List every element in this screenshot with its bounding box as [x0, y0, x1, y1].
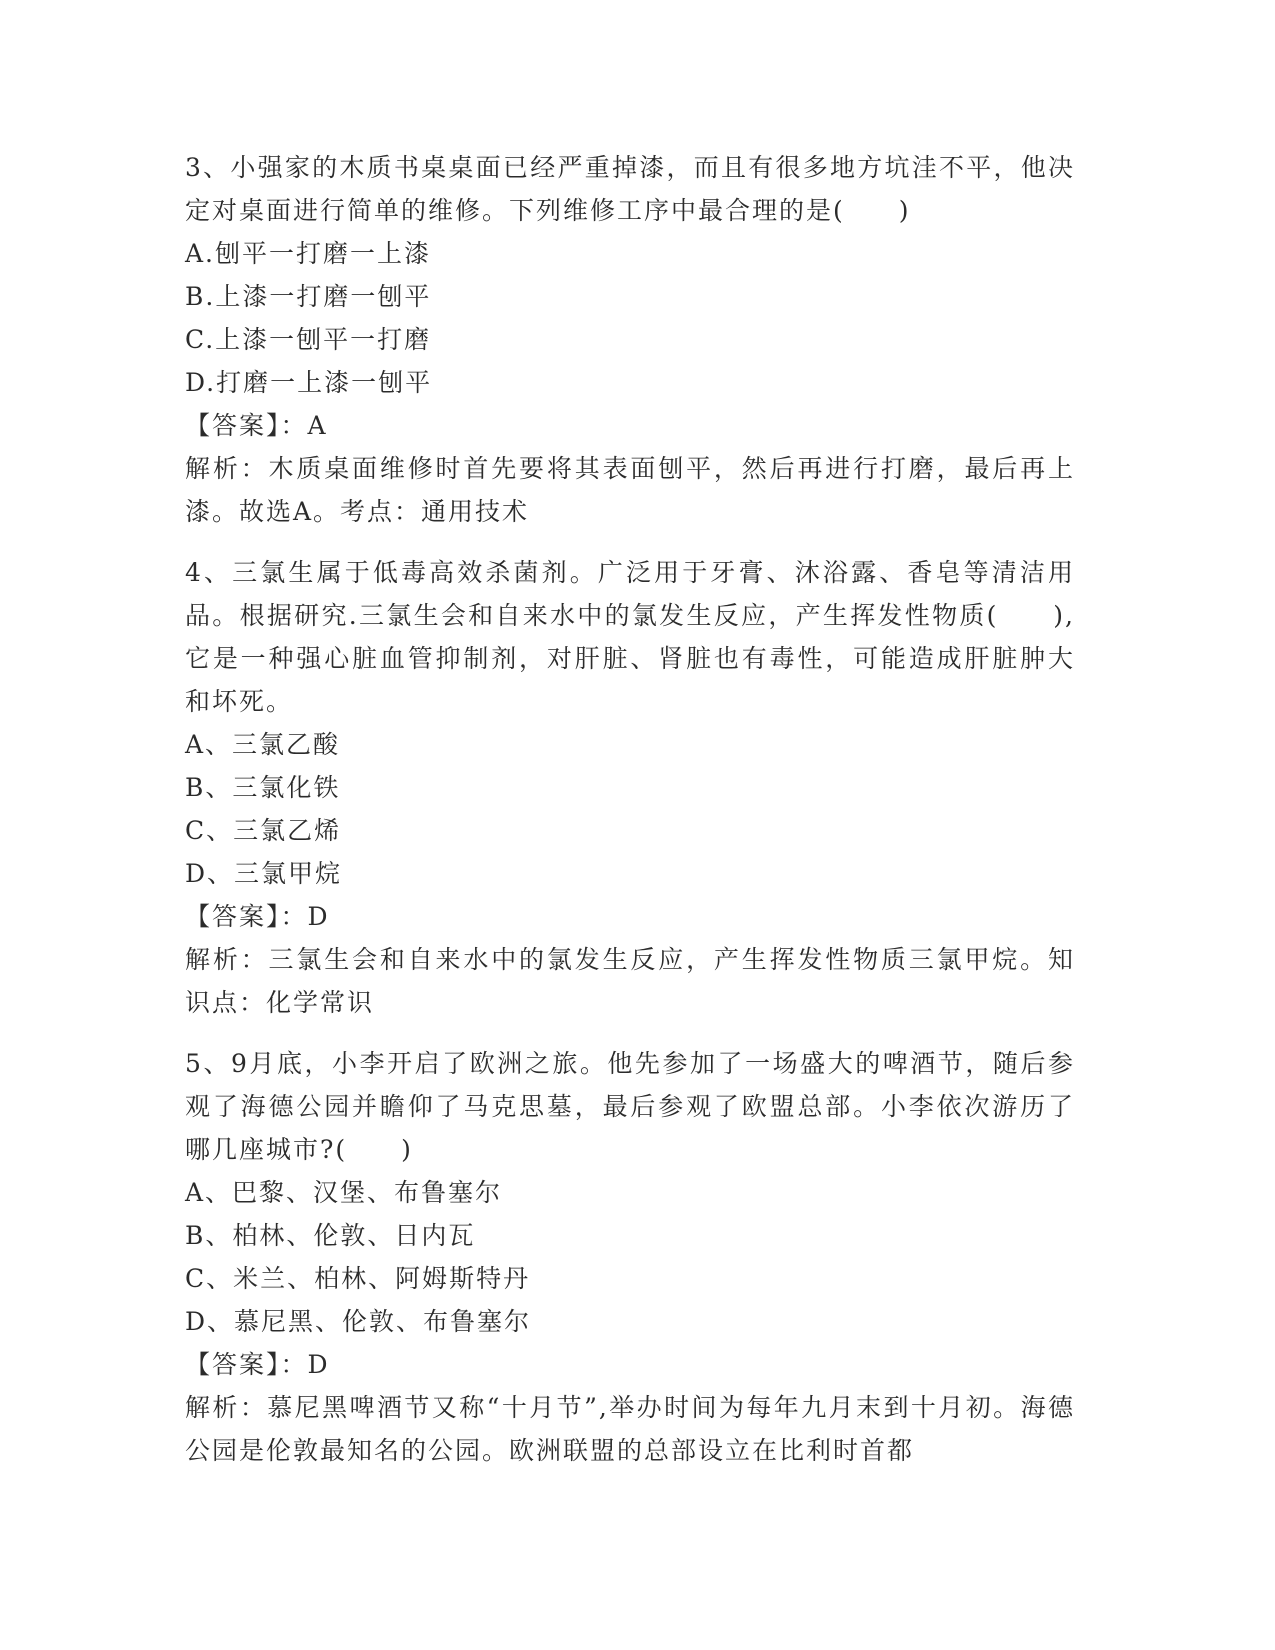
explanation: 解析：三氯生会和自来水中的氯发生反应，产生挥发性物质三氯甲烷。知识点：化学常识 — [185, 945, 1075, 1017]
answer-line: 【答案】：A — [185, 411, 328, 440]
option-b: B、三氯化铁 — [185, 773, 341, 802]
question-stem: 4、三氯生属于低毒高效杀菌剂。广泛用于牙膏、沐浴露、香皂等清洁用品。根据研究.三氯生会和自来水中的氯发生反应，产生挥发性物质( ),它是一种强心脏血管抑制剂，对肝脏、肾脏也有毒性，可能造成肝脏肿大和坏死。 — [185, 558, 1075, 716]
question-4 — [185, 551, 1075, 1024]
question-5 — [185, 1042, 1075, 1472]
answer-line: 【答案】：D — [185, 902, 330, 931]
option-a: A、巴黎、汉堡、布鲁塞尔 — [185, 1178, 503, 1207]
option-c: C.上漆一刨平一打磨 — [185, 325, 432, 354]
option-d: D、三氯甲烷 — [185, 859, 343, 888]
option-d: D、慕尼黑、伦敦、布鲁塞尔 — [185, 1307, 532, 1336]
question-3 — [185, 146, 1075, 533]
answer-line: 【答案】：D — [185, 1350, 330, 1379]
document-body — [185, 146, 1075, 1490]
explanation: 解析：慕尼黑啤酒节又称“十月节”,举办时间为每年九月末到十月初。海德公园是伦敦最知名的公园。欧洲联盟的总部设立在比利时首都 — [185, 1393, 1075, 1465]
option-c: C、米兰、柏林、阿姆斯特丹 — [185, 1264, 531, 1293]
question-stem: 5、9月底，小李开启了欧洲之旅。他先参加了一场盛大的啤酒节，随后参观了海德公园并瞻仰了马克思墓，最后参观了欧盟总部。小李依次游历了哪几座城市?( ) — [185, 1049, 1075, 1164]
explanation: 解析：木质桌面维修时首先要将其表面刨平，然后再进行打磨，最后再上漆。故选A。考点：通用技术 — [185, 454, 1075, 526]
option-b: B、柏林、伦敦、日内瓦 — [185, 1221, 476, 1250]
option-d: D.打磨一上漆一刨平 — [185, 368, 433, 397]
question-stem: 3、小强家的木质书桌桌面已经严重掉漆，而且有很多地方坑洼不平，他决定对桌面进行简单的维修。下列维修工序中最合理的是( ) — [185, 153, 1075, 225]
option-a: A、三氯乙酸 — [185, 730, 341, 759]
option-c: C、三氯乙烯 — [185, 816, 342, 845]
option-b: B.上漆一打磨一刨平 — [185, 282, 432, 311]
option-a: A.刨平一打磨一上漆 — [185, 239, 432, 268]
